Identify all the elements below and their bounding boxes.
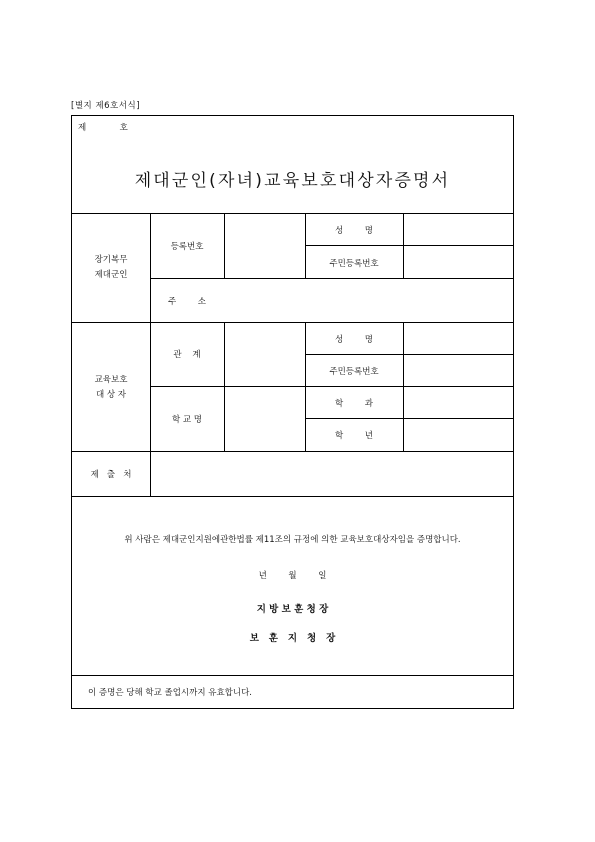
- divider: [150, 386, 513, 387]
- column-line: [403, 322, 404, 451]
- issue-date: 년 월 일: [258, 571, 327, 581]
- divider: [72, 496, 513, 497]
- veteran-heading-line2: 제대군인: [94, 270, 128, 280]
- veteran-heading-line1: 장기복무: [94, 255, 128, 265]
- department-label: 학 과: [334, 399, 374, 409]
- issue-number-suffix: 호: [119, 123, 128, 133]
- veteran-resident-no-label: 주민등록번호: [329, 259, 379, 269]
- address-label: 주 소: [167, 297, 207, 307]
- reg-no-label: 등록번호: [170, 242, 204, 252]
- beneficiary-heading-line1: 교육보호: [94, 375, 128, 385]
- certification-statement: 위 사람은 제대군인지원에관한법률 제11조의 규정에 의한 교육보호대상자임을 증명합니다.: [124, 535, 461, 545]
- grade-label: 학 년: [334, 431, 374, 441]
- certificate-form: [71, 115, 514, 709]
- beneficiary-resident-no-label: 주민등록번호: [329, 367, 379, 377]
- relation-label: 관 계: [173, 350, 201, 360]
- column-line: [403, 213, 404, 278]
- submit-to-label: 제 출 처: [90, 470, 132, 480]
- divider: [305, 354, 513, 355]
- column-line: [224, 213, 225, 278]
- issue-number-prefix: 제: [78, 123, 87, 133]
- divider: [72, 322, 513, 323]
- divider-footer: [72, 675, 513, 676]
- veteran-name-label: 성 명: [334, 226, 374, 236]
- issuer-regional-office: 지 방 보 훈 청 장: [256, 604, 329, 615]
- divider: [305, 418, 513, 419]
- issue-number: [78, 121, 128, 133]
- issuer-branch-office: 보 훈 지 청 장: [249, 633, 336, 644]
- school-name-label: 학 교 명: [171, 415, 203, 425]
- divider-header: [72, 213, 513, 214]
- form-reference: [별지 제6호서식]: [71, 101, 141, 111]
- column-line: [224, 322, 225, 451]
- divider: [150, 278, 513, 279]
- divider: [72, 451, 513, 452]
- divider: [305, 245, 513, 246]
- validity-note: 이 증명은 당해 학교 졸업시까지 유효합니다.: [88, 688, 253, 698]
- beneficiary-heading-line2: 대 상 자: [95, 390, 127, 400]
- beneficiary-name-label: 성 명: [334, 335, 374, 345]
- document-title: 제대군인(자녀)교육보호대상자증명서: [134, 171, 451, 191]
